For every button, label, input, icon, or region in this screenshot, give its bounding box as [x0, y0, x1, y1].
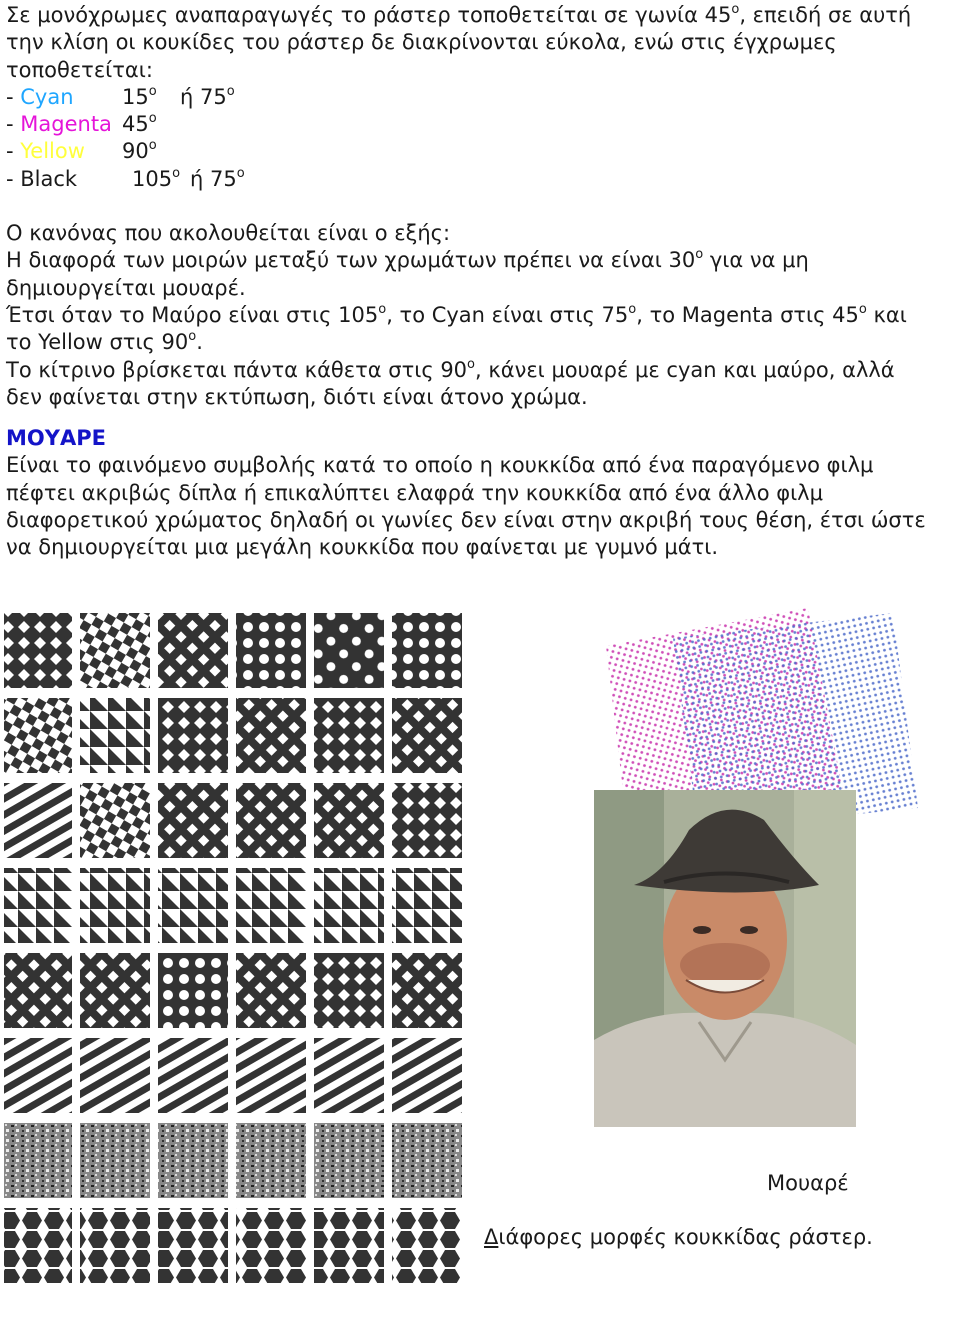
- raster-dot-shapes-figure: [0, 603, 468, 1322]
- rule-line-6: δεν φαίνεται στην εκτύπωση, διότι είναι άτονο χρώμα.: [6, 384, 588, 409]
- angle-row-yellow: - Yellow 90$^o$: [6, 138, 157, 164]
- pattern-row-3: [4, 783, 462, 858]
- pattern-row-5: [4, 953, 462, 1028]
- pattern-row-4: [4, 868, 462, 943]
- intro-line-3: τοποθετείται:: [6, 57, 153, 82]
- angle-row-cyan: - Cyan 15$^o$ ή 75$^o$: [6, 83, 235, 109]
- raster-caption: Διάφορες μορφές κουκκίδας ράστερ.: [484, 1225, 873, 1249]
- pattern-row-2: [4, 698, 462, 773]
- rule-line-2: δημιουργείται μουαρέ.: [6, 275, 246, 300]
- pattern-row-6: [4, 1038, 462, 1113]
- rule-line-1: Η διαφορά των μοιρών μεταξύ των χρωμάτων πρέπει να είναι 30$^o$ για να μη: [6, 247, 809, 273]
- pattern-row-8: [4, 1208, 462, 1283]
- moire-paragraph-line-1: Είναι το φαινόμενο συμβολής κατά το οποίο η κουκκίδα από ένα παραγόμενο φιλμ: [6, 453, 874, 478]
- rule-line-4: το Yellow στις 90$^o$.: [6, 329, 203, 355]
- intro-line-2: την κλίση οι κουκίδες του ράστερ δε διακρίνονται εύκολα, ενώ στις έγχρωμες: [6, 30, 837, 55]
- portrait-photo: [594, 790, 856, 1127]
- angle-row-black: - Black 105$^o$ ή 75$^o$: [6, 165, 245, 191]
- rule-heading: Ο κανόνας που ακολουθείται είναι ο εξής:: [6, 221, 451, 246]
- rule-line-5: Το κίτρινο βρίσκεται πάντα κάθετα στις 90$^o$, κάνει μουαρέ με cyan και μαύρο, αλλά: [6, 356, 895, 382]
- article-text: [6, 2, 956, 562]
- pattern-row-1: [4, 613, 462, 688]
- moire-paragraph-line-4: να δημιουργείται μια μεγάλη κουκκίδα που φαίνεται με γυμνό μάτι.: [6, 535, 719, 560]
- intro-line-1: Σε μονόχρωμες αναπαραγωγές το ράστερ τοποθετείται σε γωνία 45$^o$, επειδή σε αυτή: [6, 2, 912, 27]
- pattern-row-7: [4, 1123, 462, 1198]
- rule-line-3: Έτσι όταν το Μαύρο είναι στις 105$^o$, το Cyan είναι στις 75$^o$, το Magenta στις 45$^o$ και: [6, 301, 907, 327]
- moire-caption: Μουαρέ: [767, 1171, 849, 1195]
- moire-paragraph-line-3: διαφορετικού χρώματος δηλαδή οι γωνίες δεν είναι στην ακριβή τους θέση, έτσι ώστε: [6, 508, 926, 533]
- moire-paragraph-line-2: πέφτει ακριβώς δίπλα ή επικαλύπτει ελαφρά την κουκκίδα από ένα άλλο φιλμ: [6, 480, 823, 505]
- angle-row-magenta: - Magenta 45$^o$: [6, 111, 157, 137]
- moire-heading: ΜΟΥΑΡΕ: [6, 426, 106, 451]
